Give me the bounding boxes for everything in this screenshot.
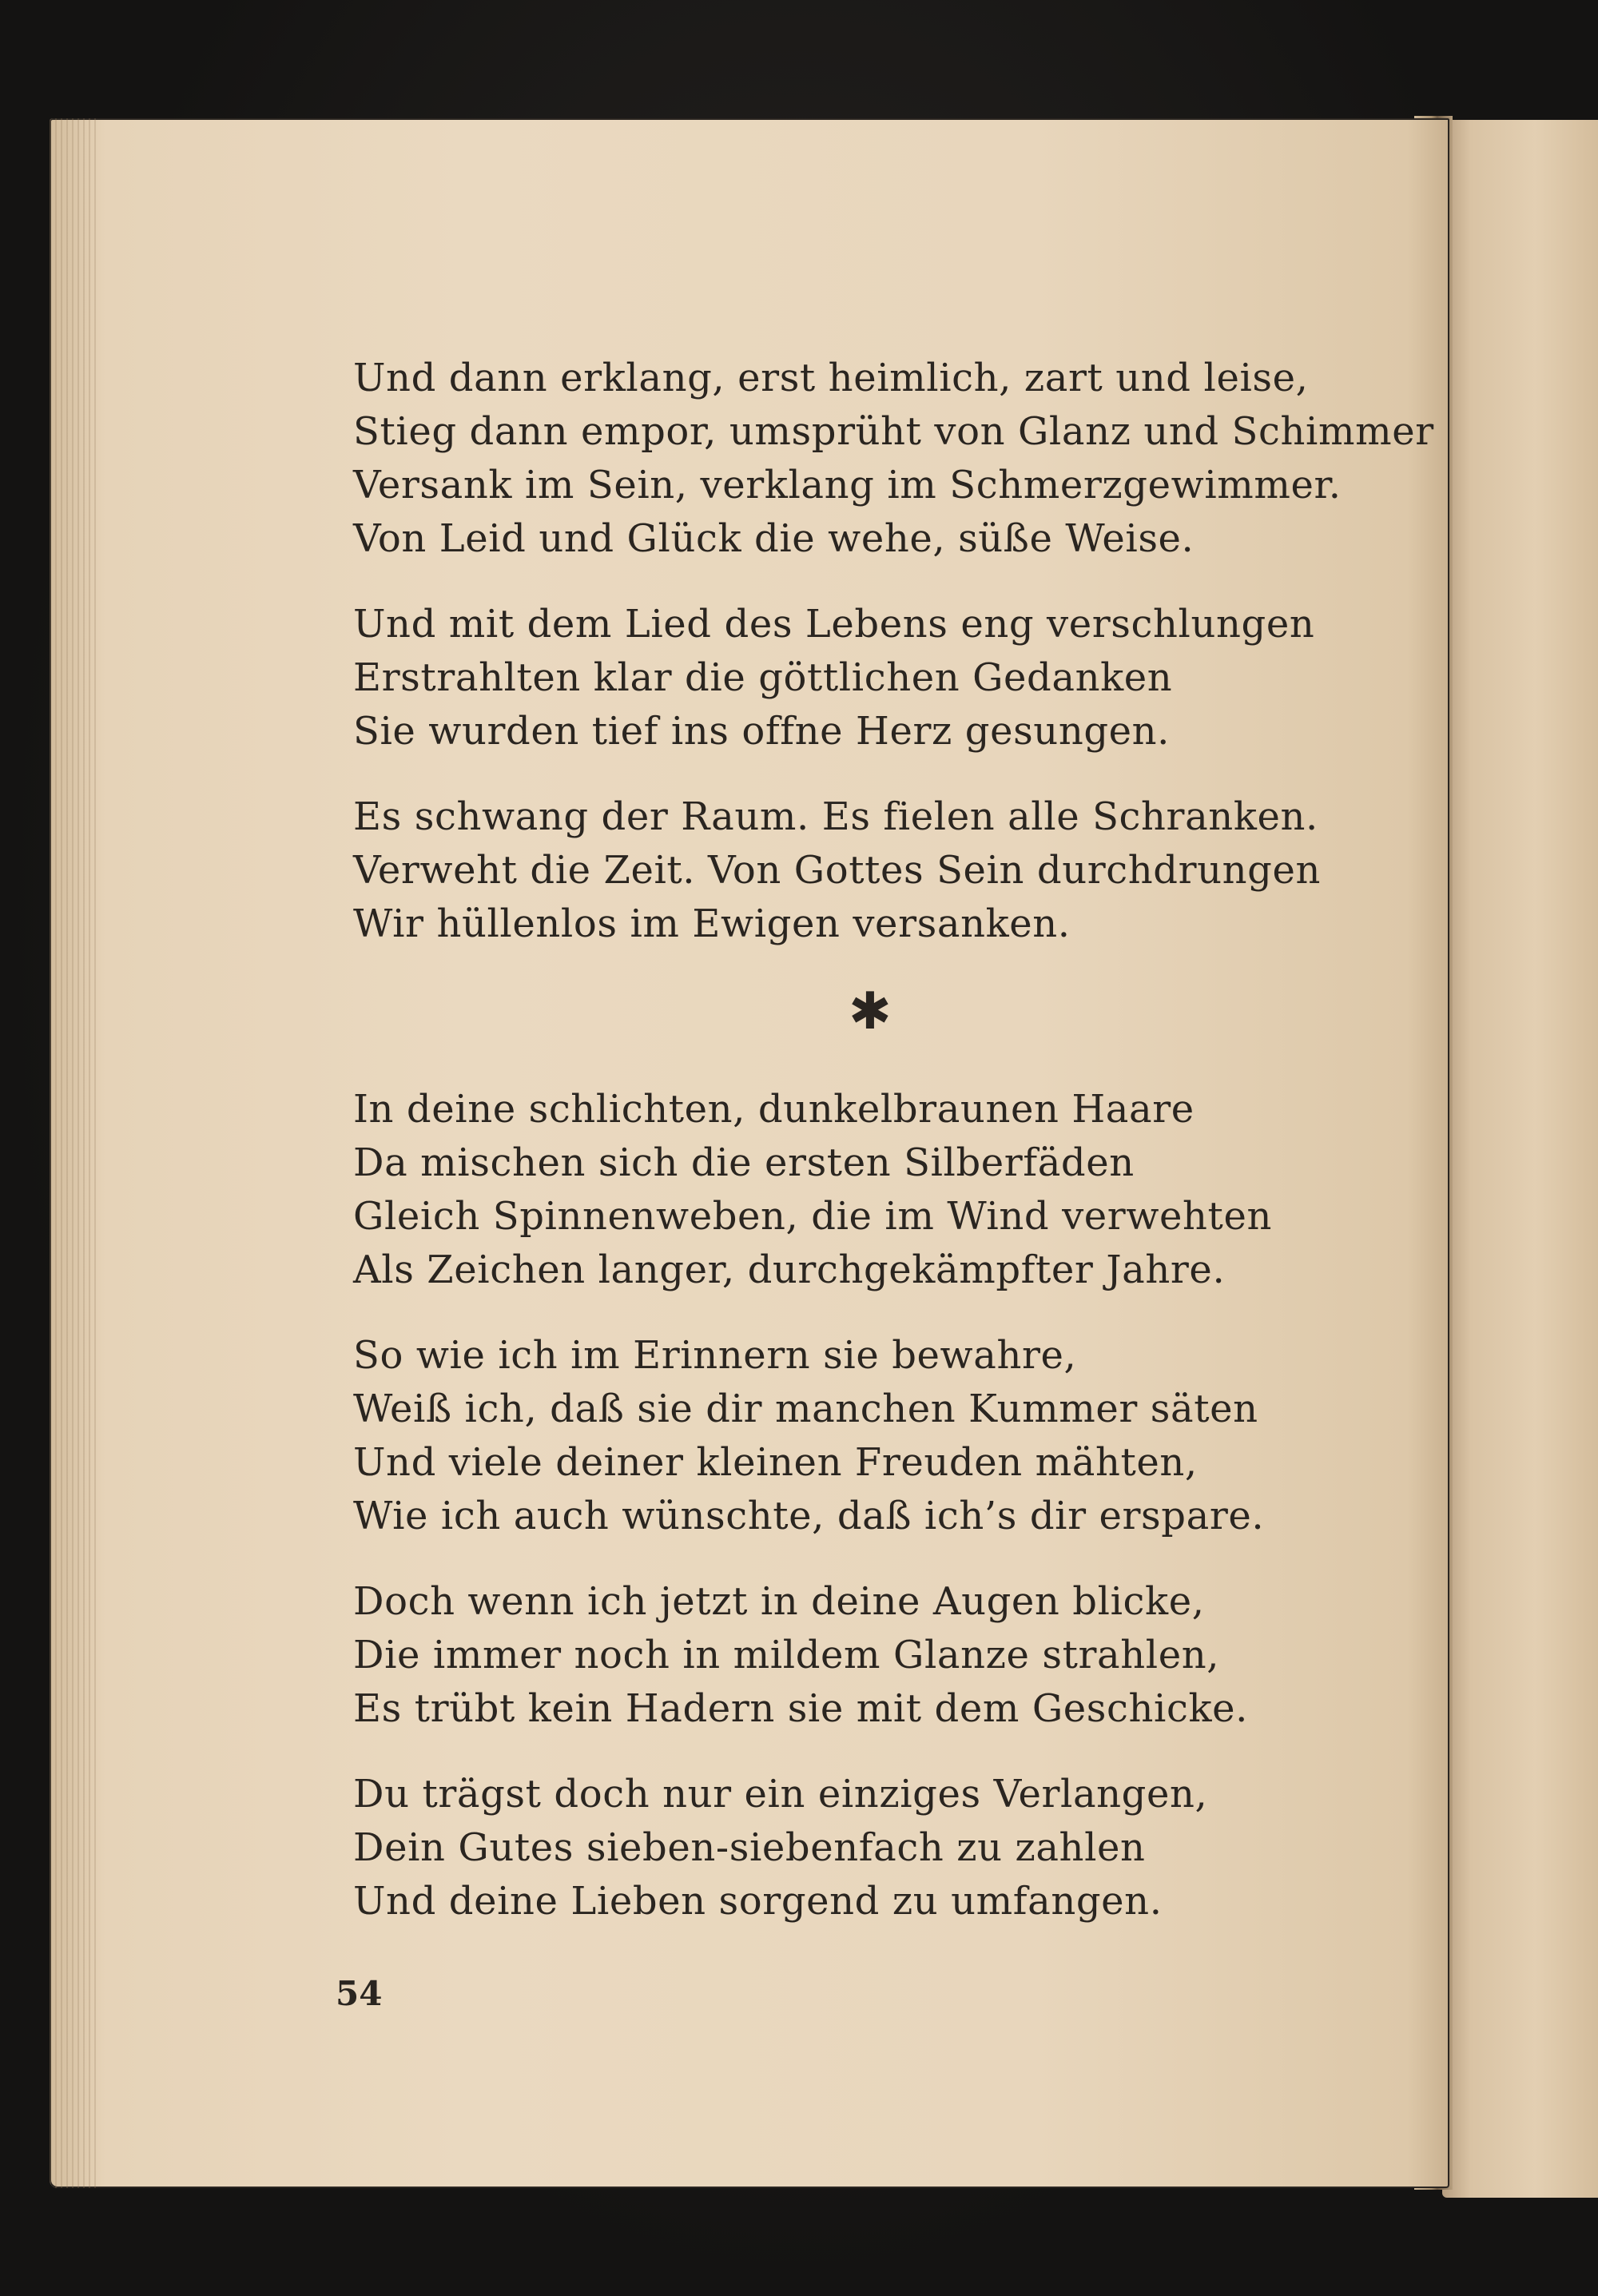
asterisk-separator: ✱ <box>849 982 892 1041</box>
verse-line: Erstrahlten klar die göttlichen Gedanken <box>353 655 1173 700</box>
verse-line: Und deine Lieben sorgend zu umfangen. <box>353 1879 1163 1924</box>
poem-1-stanza-2 <box>353 598 1432 758</box>
poem-2-stanza-1 <box>353 1083 1432 1297</box>
poem-2-stanza-4 <box>353 1768 1432 1928</box>
poem-text <box>353 352 1432 1928</box>
verse-line: Stieg dann empor, umsprüht von Glanz und Schimmer <box>353 409 1434 454</box>
page-number: 54 <box>336 1974 383 2013</box>
verse-line: Und viele deiner kleinen Freuden mähten, <box>353 1440 1198 1485</box>
verse-line: Und dann erklang, erst heimlich, zart und leise, <box>353 356 1309 400</box>
verse-line: Es trübt kein Hadern sie mit dem Geschicke. <box>353 1686 1249 1731</box>
verse-line: Wir hüllenlos im Ewigen versanken. <box>353 901 1071 946</box>
verse-line: Weiß ich, daß sie dir manchen Kummer säten <box>353 1387 1258 1431</box>
verse-line: Da mischen sich die ersten Silberfäden <box>353 1140 1135 1185</box>
verse-line: Es schwang der Raum. Es fielen alle Schranken. <box>353 794 1318 839</box>
verse-line: Als Zeichen langer, durchgekämpfter Jahre. <box>353 1247 1226 1292</box>
verse-line: Versank im Sein, verklang im Schmerzgewimmer. <box>353 463 1342 507</box>
verse-line: Wie ich auch wünschte, daß ich’s dir erspare. <box>353 1494 1265 1538</box>
verse-line: Verweht die Zeit. Von Gottes Sein durchdrungen <box>353 848 1322 893</box>
verse-line: Und mit dem Lied des Lebens eng verschlungen <box>353 602 1315 647</box>
poem-2-stanza-2 <box>353 1329 1432 1543</box>
facing-page-edge <box>1442 120 1598 2198</box>
verse-line: Du trägst doch nur ein einziges Verlangen, <box>353 1772 1208 1817</box>
verse-line: Die immer noch in mildem Glanze strahlen, <box>353 1633 1220 1677</box>
verse-line: Dein Gutes sieben-siebenfach zu zahlen <box>353 1825 1146 1870</box>
verse-line: Gleich Spinnenweben, die im Wind verwehten <box>353 1194 1272 1239</box>
verse-line: Doch wenn ich jetzt in deine Augen blicke, <box>353 1579 1205 1624</box>
verse-line: Von Leid und Glück die wehe, süße Weise. <box>353 516 1195 561</box>
verse-line: In deine schlichten, dunkelbraunen Haare <box>353 1087 1195 1132</box>
verse-line: Sie wurden tief ins offne Herz gesungen. <box>353 709 1171 754</box>
poem-2-stanza-3 <box>353 1575 1432 1736</box>
verse-line: So wie ich im Erinnern sie bewahre, <box>353 1333 1077 1378</box>
poem-1-stanza-3 <box>353 790 1432 951</box>
poem-1-stanza-1 <box>353 352 1432 566</box>
page-stack-edge <box>50 118 97 2188</box>
